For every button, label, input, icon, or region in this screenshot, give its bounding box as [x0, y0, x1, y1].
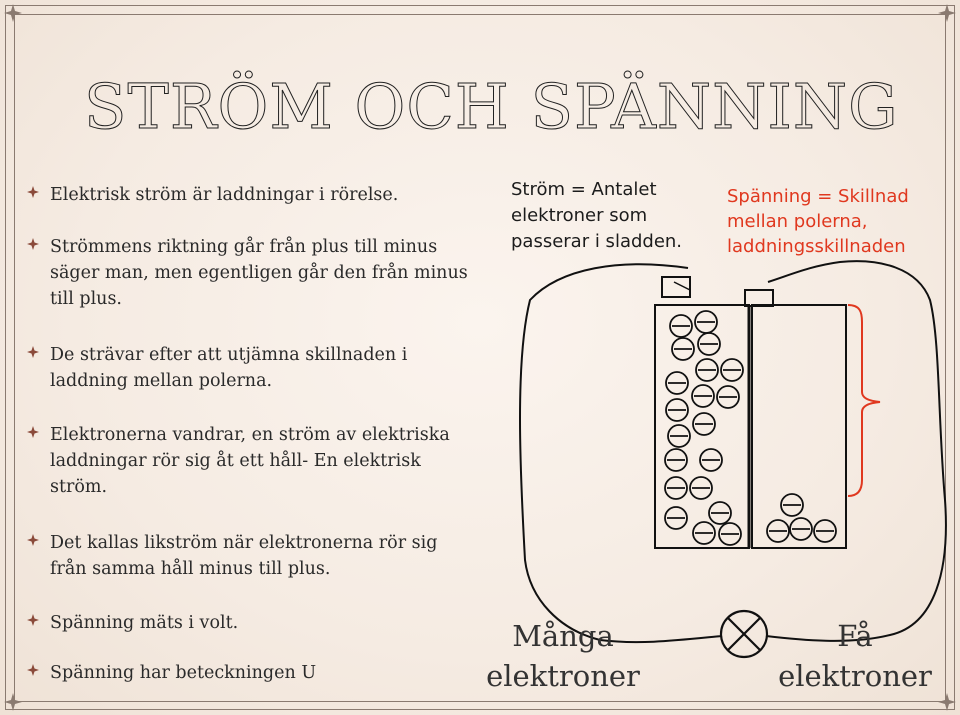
bullet-line: laddning mellan polerna. [50, 371, 273, 391]
current-line: Ström = Antalet [511, 179, 657, 200]
label-line: elektroner [486, 659, 640, 693]
bullet-line: till plus. [50, 289, 122, 309]
electrons-few [767, 494, 836, 542]
wire-loop [766, 261, 946, 641]
corner-ornament-icon [936, 2, 958, 24]
bullet-line: ström. [50, 477, 108, 497]
corner-ornament-icon [2, 691, 24, 713]
cell-many [655, 305, 749, 548]
slide-title: STRÖM OCH SPÄNNING [84, 70, 899, 143]
bullet-line: laddningar rör sig åt ett håll- En elektrisk [50, 451, 421, 471]
corner-ornament-icon [2, 2, 24, 24]
corner-ornament-icon [936, 691, 958, 713]
plus-terminal [745, 290, 773, 306]
bullet-line: Elektronerna vandrar, en ström av elektriska [50, 425, 450, 445]
bullet-line: Strömmens riktning går från plus till minus [50, 237, 438, 257]
lamp-cross-icon [721, 611, 767, 657]
bullet-line: Det kallas likström när elektronerna rör sig [50, 533, 438, 553]
label-few-electrons [775, 616, 935, 696]
current-line: elektroner som [511, 205, 648, 226]
label-line: elektroner [778, 659, 932, 693]
voltage-line: Spänning = Skillnad [727, 186, 909, 207]
minus-terminal [662, 277, 690, 297]
bullet-line: Spänning mäts i volt. [50, 613, 239, 633]
cell-few [752, 305, 846, 548]
voltage-line: mellan polerna, [727, 211, 868, 232]
electrons-many [665, 311, 743, 545]
bullet-line: säger man, men egentligen går den från minus [50, 263, 468, 283]
bullet-line: Spänning har beteckningen U [50, 663, 317, 683]
voltage-bracket [848, 305, 880, 496]
label-many-electrons [478, 616, 648, 696]
bullet-line: från samma håll minus till plus. [50, 559, 331, 579]
current-line: passerar i sladden. [511, 231, 683, 252]
label-line: Få [837, 619, 873, 653]
label-line: Många [512, 619, 614, 653]
bullet-line: Elektrisk ström är laddningar i rörelse. [50, 185, 399, 205]
voltage-line: laddningsskillnaden [727, 236, 906, 257]
bullet-line: De strävar efter att utjämna skillnaden i [50, 345, 408, 365]
